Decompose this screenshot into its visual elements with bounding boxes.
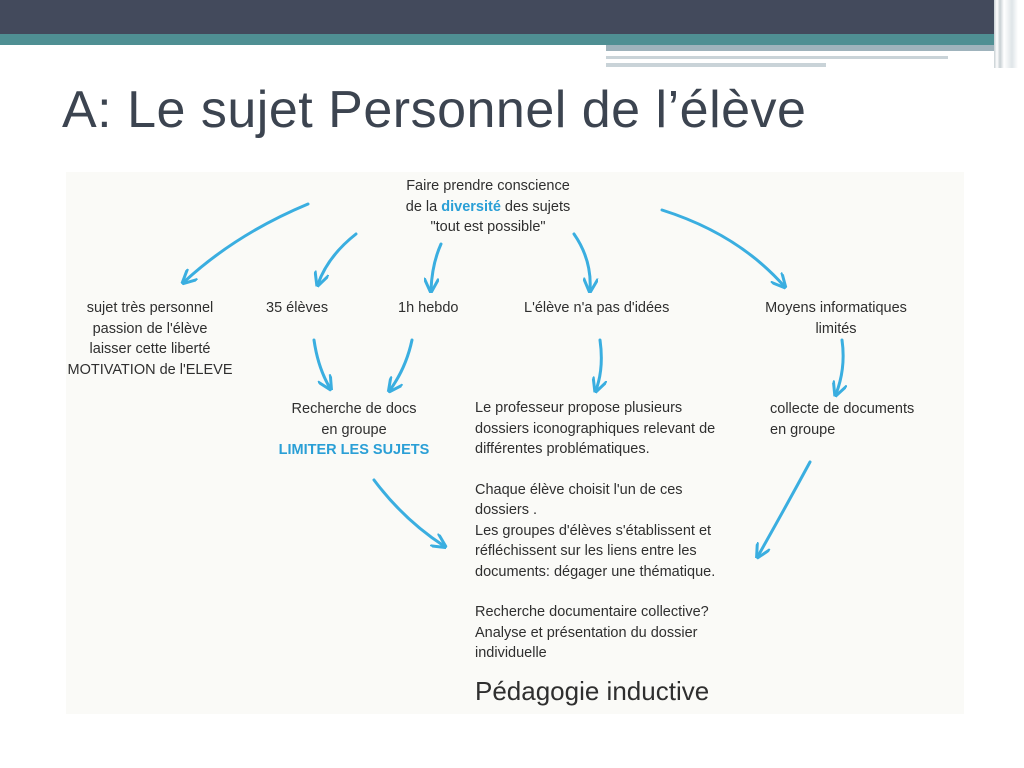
professeur-line: individuelle [475, 645, 547, 661]
professeur-line: Recherche documentaire collective? [475, 604, 709, 620]
arrow-eleves-to-recherche [314, 340, 330, 388]
concept-diagram [66, 172, 964, 714]
professeur-block [475, 398, 715, 664]
recherche-line: en groupe [321, 421, 387, 438]
professeur-line: Le professeur propose plusieurs [475, 400, 683, 416]
arrow-to-eleves [318, 234, 356, 284]
paragraph-spacer [475, 582, 715, 602]
arrow-collecte-to-prof [758, 462, 810, 556]
arrow-recherche-to-prof [374, 480, 444, 546]
recherche-box [272, 399, 436, 461]
arrow-to-perso [184, 204, 308, 282]
top-statement-line-2 [388, 197, 588, 218]
slide-title: A: Le sujet Personnel de l’élève [62, 81, 807, 139]
header-accent-line [606, 45, 1024, 51]
header-accent-line-2 [606, 56, 948, 59]
arrow-to-moyens [662, 210, 784, 286]
professeur-line: dossiers iconographiques relevant de [475, 420, 716, 437]
recherche-highlight: LIMITER LES SUJETS [278, 442, 430, 458]
header-edge-decoration [994, 0, 1024, 68]
branch-perso [66, 298, 234, 380]
branch-perso-line: sujet très personnel [86, 300, 214, 316]
conclusion-label: Pédagogie inductive [475, 676, 710, 706]
collecte-line: en groupe [770, 421, 836, 438]
arrow-idees-to-prof [596, 340, 601, 390]
arrow-to-idees [574, 234, 590, 290]
branch-idees: L'élève n'a pas d'idées [524, 300, 670, 316]
branch-moyens [746, 298, 926, 339]
top-statement-highlight: diversité [441, 198, 501, 215]
top-statement-line-3: "tout est possible" [430, 219, 546, 235]
branch-moyens-line: limités [815, 320, 857, 337]
branch-moyens-line: Moyens informatiques [765, 300, 907, 316]
professeur-line: réfléchissent sur les liens entre les [475, 543, 697, 559]
recherche-line: Recherche de docs [291, 401, 417, 417]
professeur-line: Analyse et présentation du dossier [475, 624, 698, 641]
professeur-line: Les groupes d'élèves s'établissent et [475, 522, 712, 539]
top-statement [388, 176, 588, 238]
collecte-box [770, 399, 914, 440]
professeur-line: différentes problématiques. [475, 441, 650, 457]
branch-perso-line: MOTIVATION de l'ELEVE [67, 361, 233, 378]
arrow-to-hebdo [431, 244, 441, 290]
header-band [0, 0, 1024, 34]
collecte-line: collecte de documents [770, 401, 915, 417]
branch-hebdo: 1h hebdo [398, 300, 459, 316]
top-statement-line-1: Faire prendre conscience [406, 178, 570, 194]
arrow-hebdo-to-recherche [390, 340, 412, 390]
professeur-line: dossiers . [475, 502, 538, 518]
header-accent-band [0, 34, 1024, 45]
arrow-moyens-to-collecte [836, 340, 843, 394]
branch-perso-line: passion de l'élève [92, 320, 208, 337]
top-statement-text: de la [405, 198, 442, 215]
professeur-line: documents: dégager une thématique. [475, 563, 716, 580]
professeur-line: Chaque élève choisit l'un de ces [475, 481, 683, 498]
branch-perso-line: laisser cette liberté [89, 341, 211, 357]
paragraph-spacer [475, 460, 715, 480]
header-accent-line-3 [606, 63, 826, 67]
branch-eleves: 35 élèves [266, 300, 329, 316]
top-statement-text-end: des sujets [500, 198, 571, 215]
